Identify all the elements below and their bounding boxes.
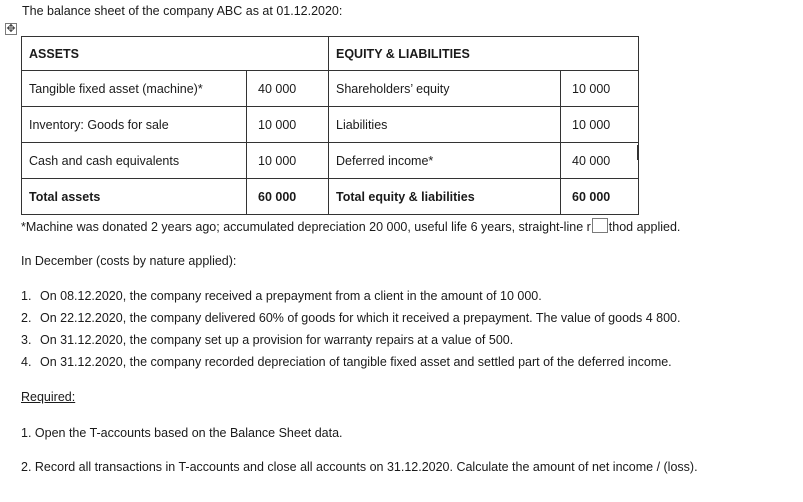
footnote-text-start: *Machine was donated 2 years ago; accumulated depreciation 20 000, useful life 6 years, straight-line r: [21, 220, 591, 234]
list-item-text: On 31.12.2020, the company recorded depreciation of tangible fixed asset and settled part of the deferred income.: [40, 355, 672, 369]
asset-label: Cash and cash equivalents: [22, 143, 247, 179]
list-item: [21, 289, 680, 311]
equity-value: 10 000: [561, 107, 639, 143]
asset-value: 40 000: [247, 71, 329, 107]
header-blank-cell: [247, 37, 329, 71]
footnote: [21, 218, 680, 234]
list-item-text: On 31.12.2020, the company set up a provision for warranty repairs at a value of 500.: [40, 333, 514, 347]
equity-value: 10 000: [561, 71, 639, 107]
document-title: The balance sheet of the company ABC as at 01.12.2020:: [22, 4, 343, 18]
total-assets-label: Total assets: [22, 179, 247, 215]
list-item: [21, 355, 680, 377]
asset-label: Tangible fixed asset (machine)*: [22, 71, 247, 107]
header-blank-cell: [561, 37, 639, 71]
asset-value: 10 000: [247, 107, 329, 143]
required-heading: Required:: [21, 390, 76, 404]
equity-liabilities-header: EQUITY & LIABILITIES: [329, 37, 561, 71]
table-row: [22, 107, 639, 143]
intro-text: In December (costs by nature applied):: [21, 254, 237, 268]
equity-label: Shareholders’ equity: [329, 71, 561, 107]
footnote-text-end: thod applied.: [608, 220, 681, 234]
transactions-list: [21, 289, 680, 377]
list-item-number: 4.: [21, 355, 32, 369]
total-equity-label: Total equity & liabilities: [329, 179, 561, 215]
equity-label: Liabilities: [329, 107, 561, 143]
assets-header: ASSETS: [22, 37, 247, 71]
table-header-row: [22, 37, 639, 71]
totals-row: [22, 179, 639, 215]
requirement-item: 2. Record all transactions in T-accounts and close all accounts on 31.12.2020. Calculate the amount of net income / (loss).: [21, 460, 698, 474]
list-item-text: On 08.12.2020, the company received a prepayment from a client in the amount of 10 000.: [40, 289, 542, 303]
text-cursor-mark: [637, 145, 638, 160]
asset-label: Inventory: Goods for sale: [22, 107, 247, 143]
asset-value: 10 000: [247, 143, 329, 179]
table-move-handle-icon[interactable]: ✥: [6, 23, 16, 35]
total-equity-value: 60 000: [561, 179, 639, 215]
table-row: [22, 143, 639, 179]
equity-value: 40 000: [561, 143, 639, 179]
balance-sheet-table: [21, 36, 639, 215]
requirement-item: 1. Open the T-accounts based on the Balance Sheet data.: [21, 426, 343, 440]
table-row: [22, 71, 639, 107]
total-assets-value: 60 000: [247, 179, 329, 215]
list-item-number: 3.: [21, 333, 32, 347]
list-item: [21, 311, 680, 333]
list-item-number: 2.: [21, 311, 32, 325]
equity-label: Deferred income*: [329, 143, 561, 179]
list-item: [21, 333, 680, 355]
placeholder-box-icon: [592, 218, 608, 233]
list-item-text: On 22.12.2020, the company delivered 60% of goods for which it received a prepayment. The value of goods 4 800.: [40, 311, 681, 325]
list-item-number: 1.: [21, 289, 32, 303]
